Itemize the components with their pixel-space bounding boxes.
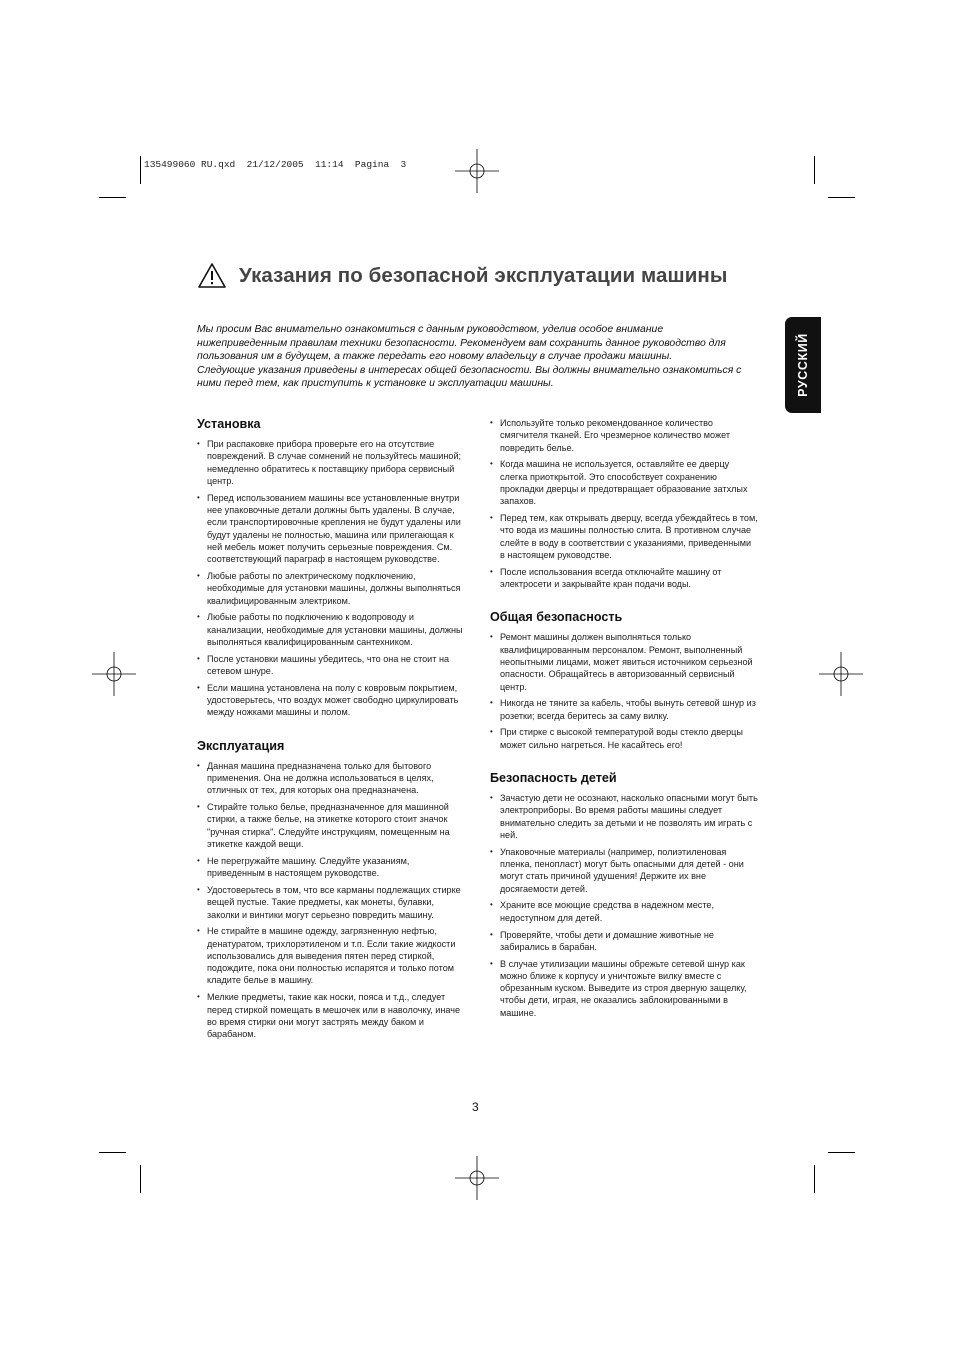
list-item: • Удостоверьтесь в том, что все карманы подлежащих стирке вещей пустые. Такие предметы, как монеты, булавки, заколки и винтики могут серьезно повредить машину. — [197, 884, 465, 921]
list-item: • Используйте только рекомендованное количество смягчителя тканей. Его чрезмерное количество может повредить белье. — [490, 417, 758, 454]
crop-mark — [828, 197, 855, 198]
intro-line: Мы просим Вас внимательно ознакомиться с данным руководством, уделив особое внимание — [197, 324, 664, 335]
section-child-safety — [490, 771, 758, 1019]
registration-mark-icon — [819, 652, 863, 696]
bullet-list — [197, 760, 465, 1041]
section-heading: Установка — [197, 417, 261, 431]
crop-mark — [99, 1152, 126, 1153]
language-tab — [785, 317, 821, 413]
crop-mark — [140, 156, 141, 184]
list-item: • Перед тем, как открывать дверцу, всегда убеждайтесь в том, что вода из машины полностью слита. В противном случае слейте в воду в соответствии с указаниями, приведенными в настоящем руководстве. — [490, 512, 758, 561]
section-heading: Безопасность детей — [490, 771, 617, 786]
list-item: • Перед использованием машины все установленные внутри нее упаковочные детали должны быть удалены. В случае, если транспортировочные крепления не будут удалены или будут удалены не полностью, машина или прилегающая к ней мебель может получить серьезные повреждения. См. соответствующий параграф в настоящем руководстве. — [197, 492, 465, 566]
section-operation-continued — [490, 417, 758, 590]
list-item: • Стирайте только белье, предназначенное для машинной стирки, а также белье, на этикетке которого стоит значок "ручная стирка". Следуйте инструкциям, помещенным на этикетке каждой вещи. — [197, 801, 465, 850]
list-item: • Ремонт машины должен выполняться только квалифицированным персоналом. Ремонт, выполненный неопытными лицами, может явиться источником серьезной опасности. Обращайтесь в авторизованный сервисный центр. — [490, 631, 758, 692]
list-item: • Любые работы по подключению к водопроводу и канализации, необходимые для установки машины, должны выполняться квалифицированным сантехником. — [197, 611, 465, 648]
list-item: • После установки машины убедитесь, что она не стоит на сетевом шнуре. — [197, 653, 465, 678]
list-item: • Данная машина предназначена только для бытового применения. Она не должна использоваться в целях, отличных от тех, для которых она предназначена. — [197, 760, 465, 797]
bullet-list — [490, 792, 758, 1019]
list-item: • Храните все моющие средства в надежном месте, недоступном для детей. — [490, 899, 758, 924]
bullet-list — [490, 631, 758, 751]
intro-paragraph — [197, 323, 757, 391]
section-installation — [197, 417, 465, 719]
list-item: • Мелкие предметы, такие как носки, пояса и т.д., следует перед стиркой помещать в мешочек или в наволочку, иначе во время стирки они могут застрять между баком и барабаном. — [197, 991, 465, 1040]
list-item: • Не стирайте в машине одежду, загрязненную нефтью, денатуратом, трихлорэтиленом и т.п. Если такие жидкости использовались для выведения пятен перед стиркой, подождите, пока они полностью испарятся и только потом кладите белье в машину. — [197, 925, 465, 986]
list-item: • При распаковке прибора проверьте его на отсутствие повреждений. В случае сомнений не пользуйтесь машиной; немедленно обратитесь к поставщику прибора сервисный центр. — [197, 438, 465, 487]
section-operation — [197, 739, 465, 1041]
list-item: • Зачастую дети не осознают, насколько опасными могут быть электроприборы. Во время работы машины следует внимательно следить за детьми и не позволять им играть с ней. — [490, 792, 758, 841]
intro-line: нижеприведенным правилам техники безопасности. Рекомендуем вам сохранить данное руководство для — [197, 337, 726, 349]
crop-mark — [99, 197, 126, 198]
section-heading: Общая безопасность — [490, 610, 623, 625]
list-item: • Не перегружайте машину. Следуйте указаниям, приведенным в настоящем руководстве. — [197, 855, 465, 880]
page-title-row — [197, 262, 728, 289]
list-item: • Проверяйте, чтобы дети и домашние животные не забирались в барабан. — [490, 929, 758, 954]
page-number: 3 — [472, 1100, 479, 1114]
registration-mark-icon — [455, 149, 499, 193]
list-item: • Никогда не тяните за кабель, чтобы вынуть сетевой шнур из розетки; всегда беритесь за саму вилку. — [490, 697, 758, 722]
list-item: • Когда машина не используется, оставляйте ее дверцу слегка приоткрытой. Это способствует сохранению прокладки дверцы и предотвращает образование затхлых запахов. — [490, 458, 758, 507]
right-column — [490, 417, 758, 1039]
section-heading: Эксплуатация — [197, 738, 285, 753]
list-item: • В случае утилизации машины обрежьте сетевой шнур как можно ближе к корпусу и уничтожьте вилку вместе с обрезанным куском. Выведите из строя дверную защелку, чтобы дети, играя, не оказались заблокированными в машине. — [490, 958, 758, 1019]
section-general-safety — [490, 610, 758, 751]
file-slug: 135499060 RU.qxd 21/12/2005 11:14 Pagina 3 — [144, 159, 407, 170]
registration-mark-icon — [92, 652, 136, 696]
intro-line: ними перед тем, как приступить к установке и эксплуатации машины. — [197, 378, 554, 390]
registration-mark-icon — [455, 1156, 499, 1200]
bullet-list — [490, 417, 758, 590]
crop-mark — [140, 1165, 141, 1193]
list-item: • Любые работы по электрическому подключению, необходимые для установки машины, должны выполняться квалифицированным электриком. — [197, 570, 465, 607]
intro-line: Следующие указания приведены в интересах общей безопасности. Вы должны внимательно ознакомиться с — [197, 364, 742, 376]
warning-icon — [197, 262, 227, 289]
list-item: • Если машина установлена на полу с ковровым покрытием, удостоверьтесь, что воздух может свободно циркулировать между ножками машины и полом. — [197, 682, 465, 719]
list-item: • При стирке с высокой температурой воды стекло дверцы может сильно нагреться. Не касайтесь его! — [490, 726, 758, 751]
bullet-list — [197, 438, 465, 719]
language-tab-label: РУССКИЙ — [796, 333, 810, 397]
list-item: • Упаковочные материалы (например, полиэтиленовая пленка, пенопласт) могут быть опасными для детей - они могут стать причиной удушения! Держите их вне досягаемости детей. — [490, 846, 758, 895]
crop-mark — [828, 1152, 855, 1153]
page-title: Указания по безопасной эксплуатации машины — [239, 263, 728, 287]
list-item: • После использования всегда отключайте машину от электросети и закрывайте кран подачи воды. — [490, 566, 758, 591]
left-column — [197, 417, 465, 1060]
crop-mark — [814, 156, 815, 184]
crop-mark — [814, 1165, 815, 1193]
intro-line: пользования им в будущем, а также передать его новому владельцу в случае продажи машины. — [197, 351, 673, 363]
